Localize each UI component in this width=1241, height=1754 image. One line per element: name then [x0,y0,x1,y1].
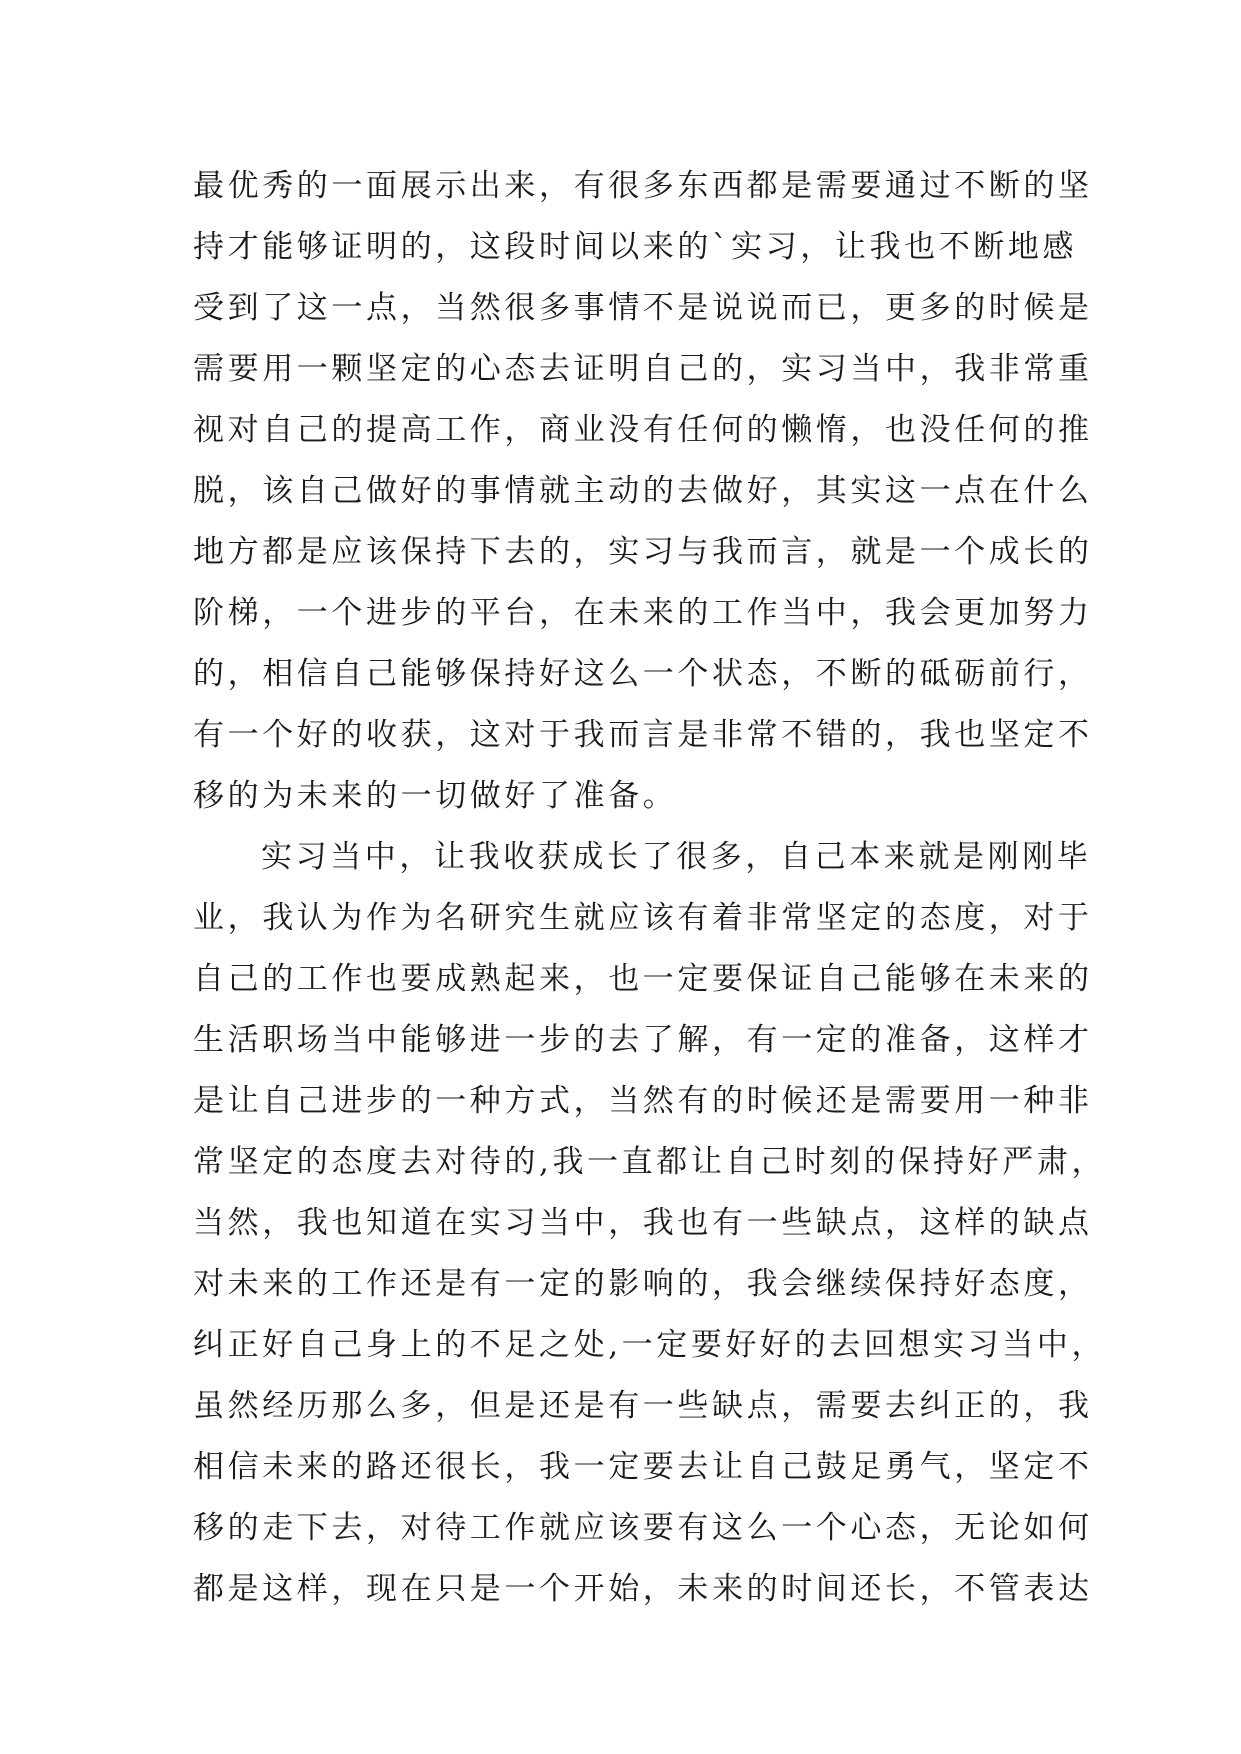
text-line: 自己的工作也要成熟起来，也一定要保证自己能够在未来的 [193,961,1093,997]
text-line: 受到了这一点，当然很多事情不是说说而已，更多的时候是 [193,290,1093,326]
text-line: 的，相信自己能够保持好这么一个状态，不断的砥砺前行， [193,656,1093,692]
body-text [193,156,1107,1620]
text-line: 都是这样，现在只是一个开始，未来的时间还长，不管表达 [193,1571,1093,1607]
text-line: 视对自己的提高工作，商业没有任何的懒惰，也没任何的推 [193,412,1093,448]
text-line: 当然，我也知道在实习当中，我也有一些缺点，这样的缺点 [193,1205,1093,1241]
paragraph-start-line: 实习当中，让我收获成长了很多，自己本来就是刚刚毕 [261,839,1092,875]
text-line: 持才能够证明的，这段时间以来的`实习，让我也不断地感 [193,229,1078,265]
text-line: 地方都是应该保持下去的，实习与我而言，就是一个成长的 [193,534,1093,570]
text-line: 阶梯，一个进步的平台，在未来的工作当中，我会更加努力 [193,595,1093,631]
text-line: 对未来的工作还是有一定的影响的，我会继续保持好态度， [193,1266,1093,1302]
text-line: 纠正好自己身上的不足之处,一定要好好的去回想实习当中， [193,1327,1107,1363]
text-line: 虽然经历那么多，但是还是有一些缺点，需要去纠正的，我 [193,1388,1093,1424]
text-line: 有一个好的收获，这对于我而言是非常不错的，我也坚定不 [193,717,1093,753]
text-line: 移的为未来的一切做好了准备。 [193,778,678,814]
text-line: 业，我认为作为名研究生就应该有着非常坚定的态度，对于 [193,900,1093,936]
text-line: 需要用一颗坚定的心态去证明自己的，实习当中，我非常重 [193,351,1093,387]
text-line: 脱，该自己做好的事情就主动的去做好，其实这一点在什么 [193,473,1093,509]
text-line: 是让自己进步的一种方式，当然有的时候还是需要用一种非 [193,1083,1093,1119]
text-line: 最优秀的一面展示出来，有很多东西都是需要通过不断的坚 [193,168,1093,204]
text-line: 相信未来的路还很长，我一定要去让自己鼓足勇气，坚定不 [193,1449,1093,1485]
text-line: 生活职场当中能够进一步的去了解，有一定的准备，这样才 [193,1022,1093,1058]
text-line: 常坚定的态度去对待的,我一直都让自己时刻的保持好严肃， [193,1144,1107,1180]
text-line: 移的走下去，对待工作就应该要有这么一个心态，无论如何 [193,1510,1093,1546]
